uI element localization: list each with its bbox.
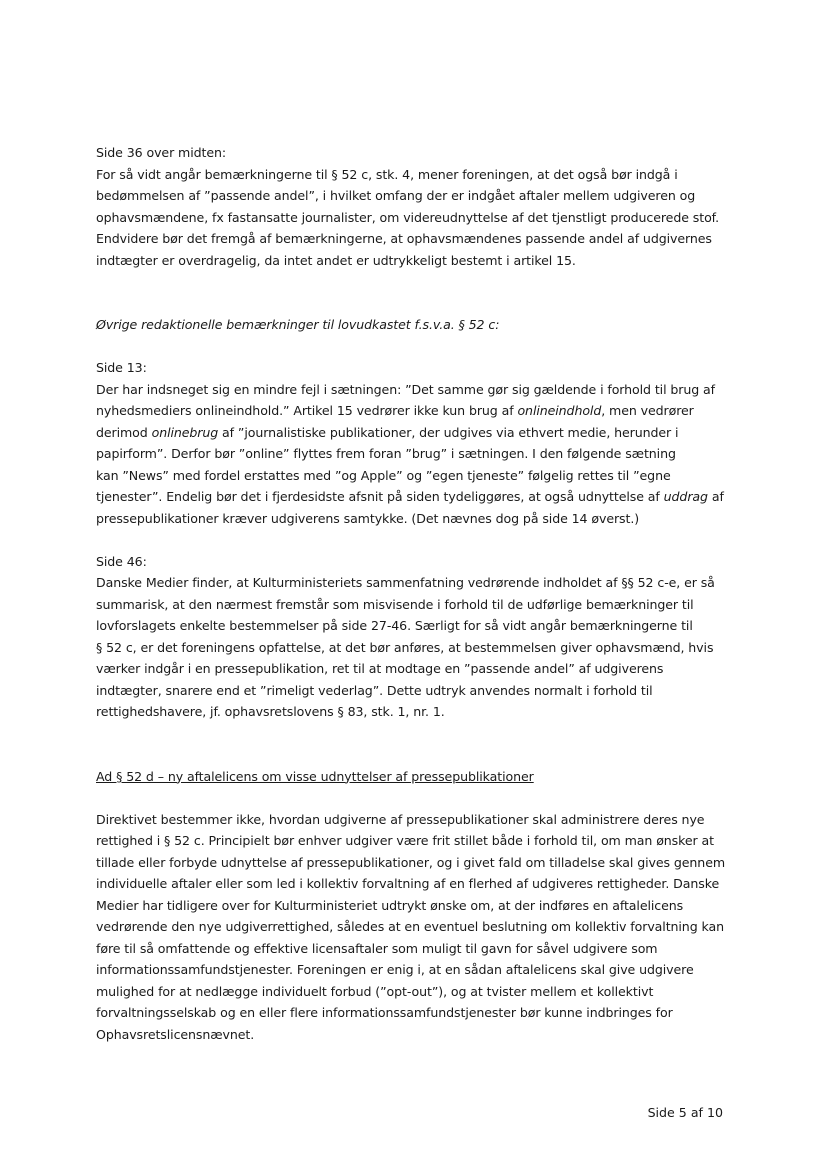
paragraph-line: føre til så omfattende og effektive licensaftaler som muligt til gavn for såvel udgivere som — [96, 940, 658, 956]
paragraph-line: kan ”News” med fordel erstattes med ”og Apple” og ”egen tjeneste” følgelig rettes til ”egne — [96, 467, 671, 483]
paragraph-line: rettighedshavere, jf. ophavsretslovens § 83, stk. 1, nr. 1. — [96, 704, 445, 719]
paragraph-line: summarisk, at den nærmest fremstår som misvisende i forhold til de udførlige bemærkninger til — [96, 596, 694, 612]
paragraph-line: nyhedsmediers onlineindhold.” Artikel 15 vedrører ikke kun brug af onlineindhold, men vedrører — [96, 403, 694, 418]
paragraph-line: Endvidere bør det fremgå af bemærkningerne, at ophavsmændenes passende andel af udgivernes — [96, 231, 712, 246]
section-side-36 — [96, 142, 736, 271]
paragraph-line: Danske Medier finder, at Kulturministeriets sammenfatning vedrørende indholdet af §§ 52 c-e, er så — [96, 575, 715, 590]
paragraph-line: Der har indsneget sig en mindre fejl i sætningen: ”Det samme gør sig gældende i forhold til brug af — [96, 381, 715, 397]
section-52d — [96, 766, 736, 1046]
paragraph-line: bedømmelsen af ”passende andel”, i hvilket omfang der er indgået aftaler mellem udgiveren og — [96, 188, 696, 203]
section-side-13 — [96, 357, 736, 529]
paragraph-line: lovforslagets enkelte bestemmelser på side 27-46. Særligt for så vidt angår bemærkningerne til — [96, 618, 693, 633]
paragraph-line: værker indgår i en pressepublikation, ret til at modtage en ”passende andel” af udgiverens — [96, 661, 664, 676]
paragraph-line: For så vidt angår bemærkningerne til § 52 c, stk. 4, mener foreningen, at det også bør indgå i — [96, 166, 678, 182]
italic-heading: Øvrige redaktionelle bemærkninger til lovudkastet f.s.v.a. § 52 c: — [96, 317, 500, 332]
paragraph-line: forvaltningsselskab og en eller flere informationssamfundstjenester bør kunne indbringes for — [96, 1005, 673, 1020]
paragraph-line: indtægter er overdragelig, da intet andet er udtrykkeligt bestemt i artikel 15. — [96, 252, 576, 268]
paragraph-line: rettighed i § 52 c. Principielt bør enhver udgiver være frit stillet både i forhold til, om man ønsker at — [96, 833, 714, 848]
paragraph-line: indtægter, snarere end et ”rimeligt vederlag”. Dette udtryk anvendes normalt i forhold til — [96, 682, 653, 698]
paragraph-line: mulighed for at nedlægge individuelt forbud (”opt-out”), og at tvister mellem et kollektivt — [96, 983, 654, 999]
section-heading: Side 46: — [96, 553, 147, 569]
paragraph-line: informationssamfundstjenester. Foreningen er enig i, at en sådan aftalelicens skal give udgivere — [96, 962, 694, 977]
section-heading: Side 13: — [96, 360, 147, 375]
paragraph-line: § 52 c, er det foreningens opfattelse, at det bør anføres, at bestemmelsen giver ophavsmænd, hvis — [96, 639, 714, 655]
paragraph-line: Medier har tidligere over for Kulturministeriet udtrykt ønske om, at der indføres en aftalelicens — [96, 897, 684, 913]
section-heading: Side 36 over midten: — [96, 145, 227, 160]
document-page — [96, 142, 736, 1045]
paragraph-line: individuelle aftaler eller som led i kollektiv forvaltning af en flerhed af udgiveres rettigheder. Danske — [96, 876, 720, 891]
paragraph-line: ophavsmændene, fx fastansatte journalister, om videreudnyttelse af det tjenstligt producerede stof. — [96, 209, 719, 225]
paragraph-line: papirform”. Derfor bør ”online” flyttes frem foran ”brug” i sætningen. I den følgende sætning — [96, 446, 676, 461]
paragraph-line: tillade eller forbyde udnyttelse af pressepublikationer, og i givet fald om tilladelse skal gives gennem — [96, 854, 726, 870]
paragraph-line: derimod onlinebrug af ”journalistiske publikationer, der udgives via ethvert medie, herunder i — [96, 424, 679, 440]
paragraph-line: tjenester”. Endelig bør det i fjerdesidste afsnit på siden tydeliggøres, at også udnyttelse af uddrag af — [96, 489, 724, 504]
underlined-heading: Ad § 52 d – ny aftalelicens om visse udnyttelser af pressepublikationer — [96, 768, 534, 784]
paragraph-line: Ophavsretslicensnævnet. — [96, 1026, 255, 1042]
paragraph-line: Direktivet bestemmer ikke, hvordan udgiverne af pressepublikationer skal administrere deres nye — [96, 811, 705, 827]
section-side-46 — [96, 551, 736, 723]
section-editorial-remarks — [96, 314, 736, 336]
page-number: Side 5 af 10 — [647, 1105, 723, 1120]
paragraph-line: pressepublikationer kræver udgiverens samtykke. (Det nævnes dog på side 14 øverst.) — [96, 510, 640, 526]
paragraph-line: vedrørende den nye udgiverrettighed, således at en eventuel beslutning om kollektiv forvaltning kan — [96, 919, 724, 934]
